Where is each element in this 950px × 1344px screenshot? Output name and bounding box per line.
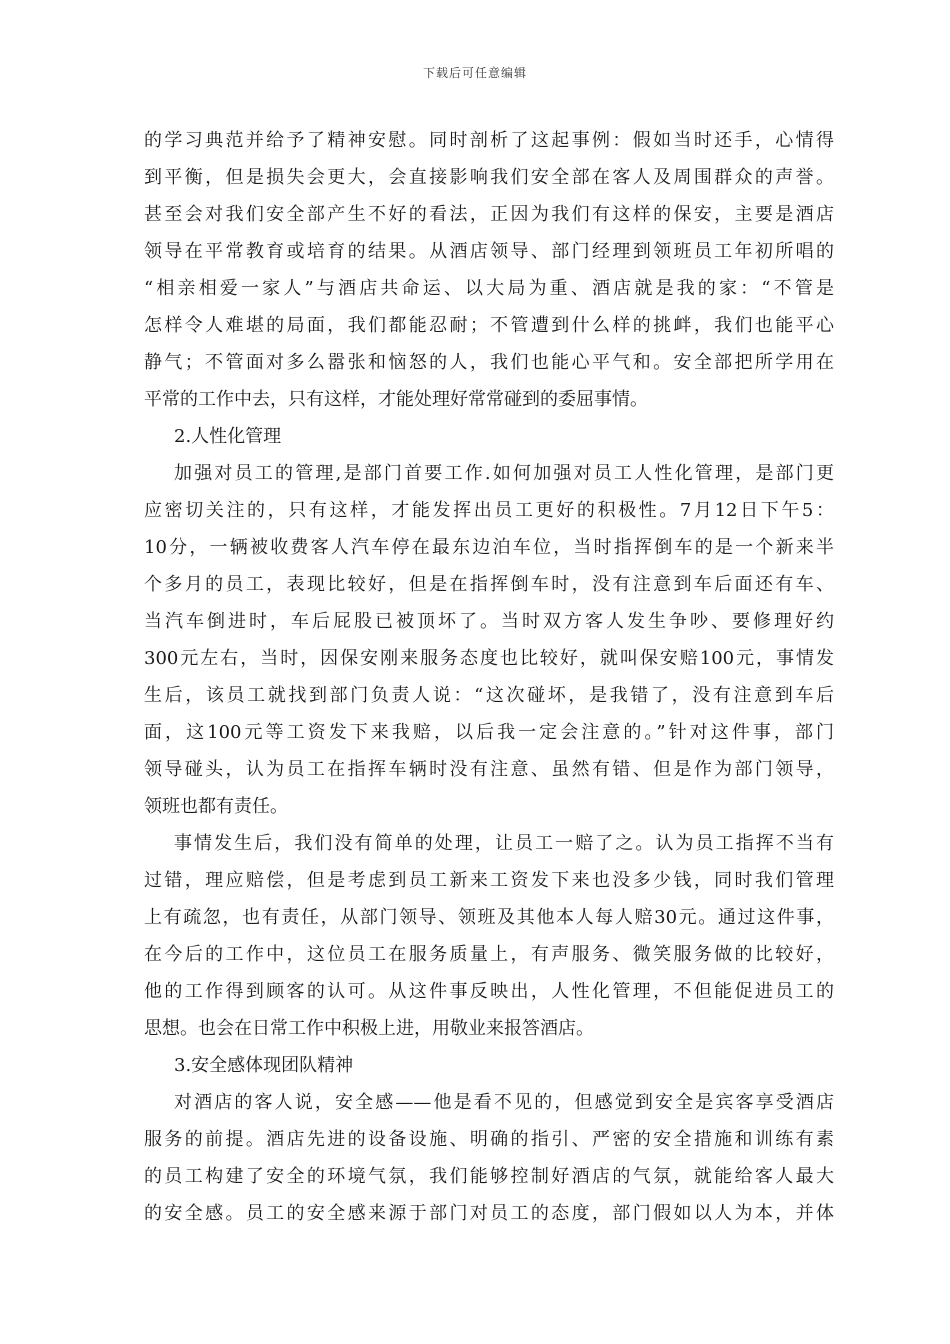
- text-line: 怎样令人难堪的局面，我们都能忍耐；不管遭到什么样的挑衅，我们也能平心: [144, 315, 834, 336]
- text-line: 上有疏忽，也有责任，从部门领导、领班及其他本人每人赔30元。通过这件事，: [144, 907, 834, 928]
- text-line: 思想。也会在日常工作中积极上进，用敬业来报答酒店。: [144, 1018, 594, 1039]
- text-line: 他的工作得到顾客的认可。从这件事反映出，人性化管理，不但能促进员工的: [144, 981, 834, 1002]
- text-line: “相亲相爱一家人”与酒店共命运、以大局为重、酒店就是我的家：“不管是: [144, 278, 834, 299]
- text-line: 到平衡，但是损失会更大，会直接影响我们安全部在客人及周围群众的声誉。: [144, 167, 834, 188]
- text-line: 甚至会对我们安全部产生不好的看法，正因为我们有这样的保安，主要是酒店: [144, 204, 834, 225]
- page-header: 下载后可任意编辑: [422, 66, 527, 80]
- text-line: 当汽车倒进时，车后屁股已被顶坏了。当时双方客人发生争吵、要修理好约: [144, 611, 834, 632]
- text-line: 静气；不管面对多么嚣张和恼怒的人，我们也能心平气和。安全部把所学用在: [144, 352, 834, 373]
- text-line: 服务的前提。酒店先进的设备设施、明确的指引、严密的安全措施和训练有素: [144, 1129, 834, 1150]
- text-line: 10分，一辆被收费客人汽车停在最东边泊车位，当时指挥倒车的是一个新来半: [144, 537, 834, 558]
- text-line: 生后，该员工就找到部门负责人说：“这次碰坏，是我错了，没有注意到车后: [144, 685, 834, 706]
- text-line: 领导碰头，认为员工在指挥车辆时没有注意、虽然有错、但是作为部门领导，: [144, 759, 834, 780]
- text-line: 事情发生后，我们没有简单的处理，让员工一赔了之。认为员工指挥不当有: [174, 833, 834, 854]
- text-line: 3.安全感体现团队精神: [174, 1055, 354, 1076]
- text-line: 平常的工作中去，只有这样，才能处理好常常碰到的委屈事情。: [144, 389, 648, 410]
- text-line: 领导在平常教育或培育的结果。从酒店领导、部门经理到领班员工年初所唱的: [144, 241, 834, 262]
- text-line: 应密切关注的，只有这样，才能发挥出员工更好的积极性。7月12日下午5：: [144, 500, 834, 521]
- document-body: [144, 122, 834, 1232]
- text-line: 在今后的工作中，这位员工在服务质量上，有声服务、微笑服务做的比较好，: [144, 944, 834, 965]
- text-line: 对酒店的客人说，安全感——他是看不见的，但感觉到安全是宾客享受酒店: [174, 1092, 834, 1113]
- text-line: 面，这100元等工资发下来我赔，以后我一定会注意的。”针对这件事，部门: [144, 722, 834, 743]
- text-line: 领班也都有责任。: [144, 796, 288, 817]
- text-line: 的学习典范并给予了精神安慰。同时剖析了这起事例：假如当时还手，心情得: [144, 130, 834, 151]
- text-line: 的安全感。员工的安全感来源于部门对员工的态度，部门假如以人为本，并体: [144, 1203, 834, 1224]
- text-line: 2.人性化管理: [174, 426, 282, 447]
- text-line: 的员工构建了安全的环境气氛，我们能够控制好酒店的气氛，就能给客人最大: [144, 1166, 834, 1187]
- text-line: 300元左右，当时，因保安刚来服务态度也比较好，就叫保安赔100元，事情发: [144, 648, 834, 669]
- text-line: 过错，理应赔偿，但是考虑到员工新来工资发下来也没多少钱，同时我们管理: [144, 870, 834, 891]
- text-line: 个多月的员工，表现比较好，但是在指挥倒车时，没有注意到车后面还有车、: [144, 574, 834, 595]
- text-line: 加强对员工的管理,是部门首要工作.如何加强对员工人性化管理，是部门更: [174, 463, 834, 484]
